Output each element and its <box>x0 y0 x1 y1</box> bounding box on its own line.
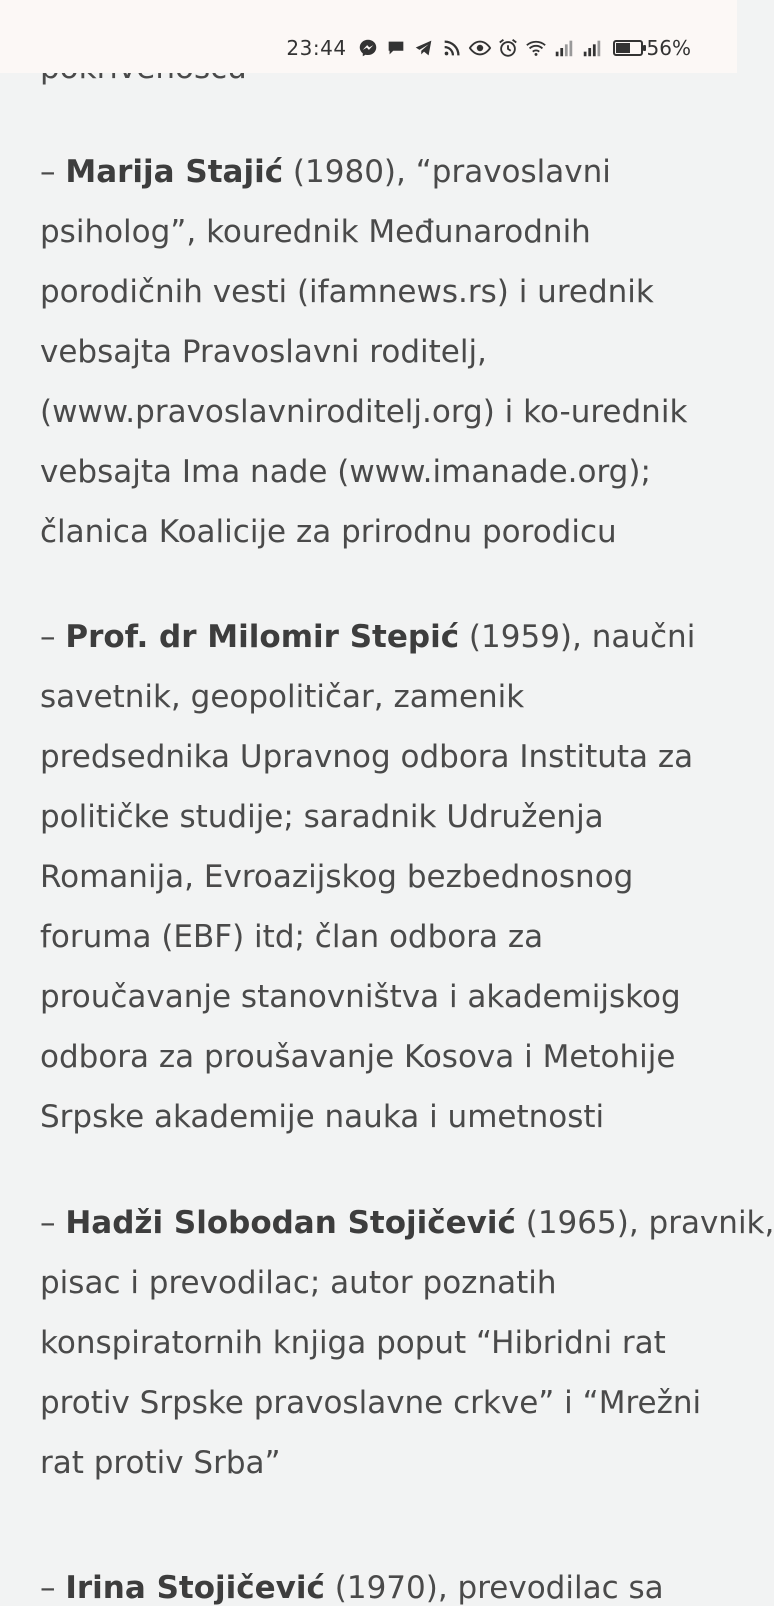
battery-indicator <box>613 36 691 60</box>
entry-text: predsednika Upravnog odbora Instituta za <box>40 739 694 775</box>
entry-text: vebsajta Ima nade (www.imanade.org); <box>40 454 651 490</box>
entry-text: proučavanje stanovništva i akademijskog <box>40 979 681 1015</box>
telegram-icon <box>413 37 435 59</box>
entry-text: konspiratornih knjiga poput “Hibridni rat <box>40 1325 666 1361</box>
entry-first-line <box>40 1205 774 1241</box>
entry-text: porodičnih vesti (ifamnews.rs) i urednik <box>40 274 654 310</box>
battery-percent: 56% <box>646 36 691 60</box>
entry-first-line <box>40 154 611 190</box>
entry-text: psiholog”, kourednik Međunarodnih <box>40 214 591 250</box>
entry-dash: – <box>40 154 66 190</box>
entry-name: Marija Stajić <box>65 154 284 190</box>
entry-text: članica Koalicije za prirodnu porodicu <box>40 514 617 550</box>
eye-icon <box>469 37 491 59</box>
battery-fill <box>616 43 631 53</box>
rss-icon <box>441 37 463 59</box>
entry-text: političke studije; saradnik Udruženja <box>40 799 604 835</box>
entry-text: (1965), pravnik, <box>515 1205 774 1241</box>
wifi-icon <box>525 37 547 59</box>
entry-text: (www.pravoslavniroditelj.org) i ko-urednik <box>40 394 688 430</box>
chat-bubble-icon <box>385 37 407 59</box>
entry-text: pisac i prevodilac; autor poznatih <box>40 1265 557 1301</box>
signal-icon <box>553 37 575 59</box>
entry-name: Hadži Slobodan Stojičević <box>65 1205 516 1241</box>
entry-text: odbora za proušavanje Kosova i Metohije <box>40 1039 676 1075</box>
entry-text: vebsajta Pravoslavni roditelj, <box>40 334 487 370</box>
status-time: 23:44 <box>286 36 347 60</box>
entry-text: rat protiv Srba” <box>40 1445 281 1481</box>
entry-text: (1970), prevodilac sa <box>324 1570 664 1606</box>
entry-text: savetnik, geopolitičar, zamenik <box>40 679 525 715</box>
entry-text: (1959), naučni <box>459 619 696 655</box>
status-icons <box>286 36 691 60</box>
entry-first-line <box>40 1570 664 1606</box>
entry-dash: – <box>40 1570 66 1606</box>
entry-name: Prof. dr Milomir Stepić <box>65 619 460 655</box>
entry-text: Srpske akademije nauka i umetnosti <box>40 1099 605 1135</box>
entry-text: protiv Srpske pravoslavne crkve” i “Mrežni <box>40 1385 702 1421</box>
battery-icon <box>613 40 643 56</box>
signal-icon <box>581 37 603 59</box>
entry-first-line <box>40 619 695 655</box>
status-bar <box>0 0 737 73</box>
alarm-icon <box>497 37 519 59</box>
messenger-icon <box>357 37 379 59</box>
entry-dash: – <box>40 1205 66 1241</box>
entry-text: foruma (EBF) itd; član odbora za <box>40 919 544 955</box>
entry-dash: – <box>40 619 66 655</box>
entry-text: (1980), “pravoslavni <box>283 154 611 190</box>
entry-text: Romanija, Evroazijskog bezbednosnog <box>40 859 634 895</box>
entry-name: Irina Stojičević <box>65 1570 325 1606</box>
